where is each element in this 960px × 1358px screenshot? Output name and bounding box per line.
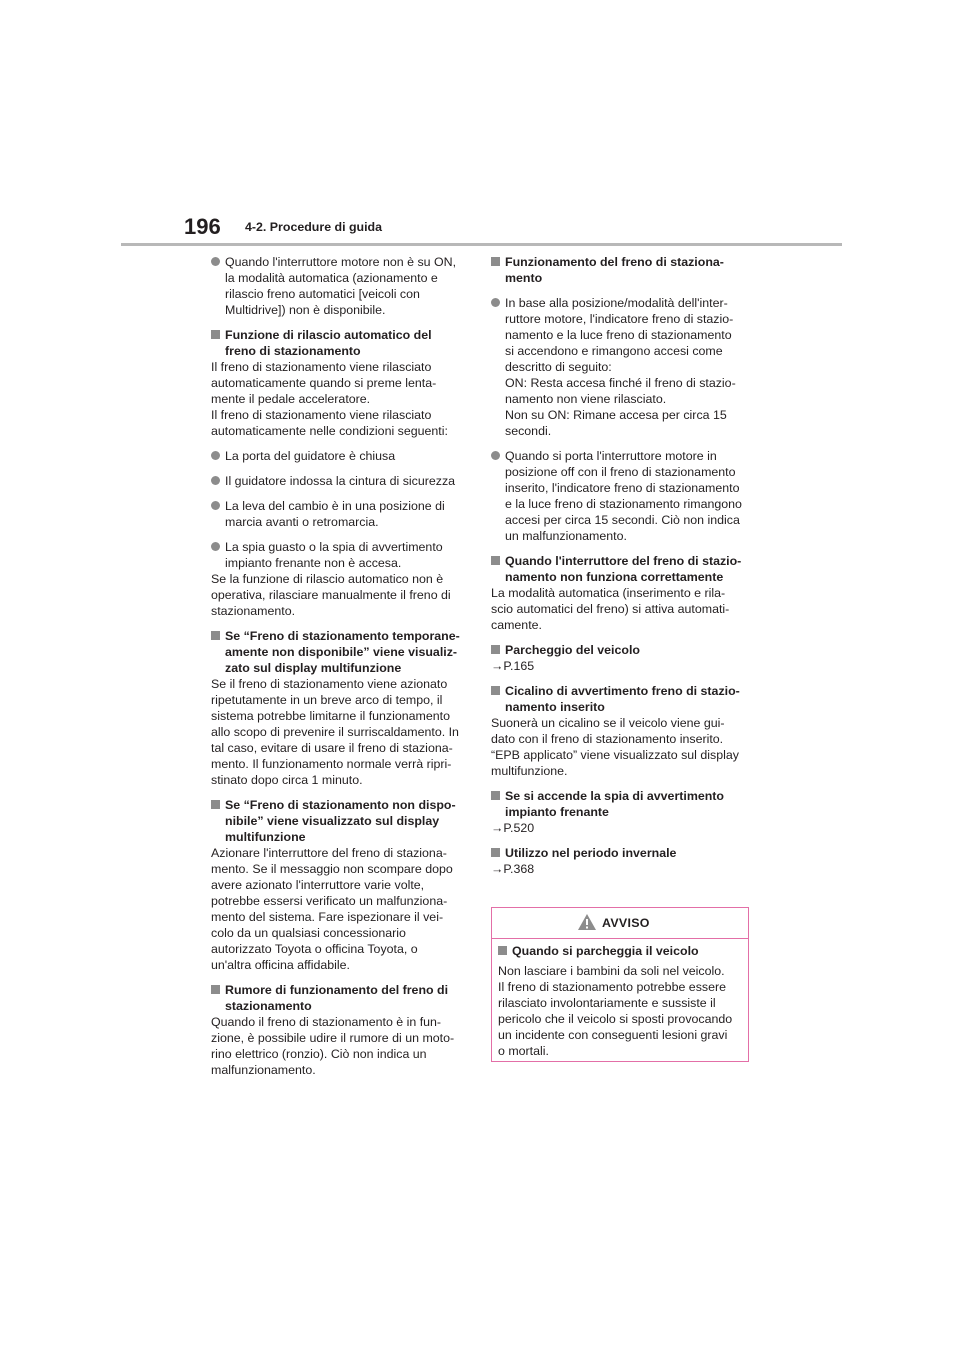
- bullet-icon: [211, 476, 220, 485]
- text-line: zione, è possibile udire il rumore di un moto-: [211, 1031, 455, 1045]
- text-line: operativa, rilasciare manualmente il freno di: [211, 588, 451, 602]
- bullet-item: [211, 254, 463, 318]
- section-title: 4-2. Procedure di guida: [245, 220, 383, 234]
- square-bullet-icon: [491, 257, 500, 266]
- page-reference[interactable]: [491, 861, 743, 877]
- text-line: Il guidatore indossa la cintura di sicurezza: [225, 474, 456, 488]
- text-line: Se la funzione di rilascio automatico non è: [211, 572, 444, 586]
- square-bullet-icon: [491, 645, 500, 654]
- text-line: potrebbe essersi verificato un malfunziona-: [211, 894, 448, 908]
- paragraph: [211, 845, 463, 973]
- warning-heading: [498, 943, 742, 959]
- text-line: Quando il freno di stazionamento è in fun-: [211, 1015, 442, 1029]
- reference-link[interactable]: →P.368: [491, 862, 535, 876]
- text-line: Non su ON: Rimane accesa per circa 15: [505, 408, 727, 422]
- bullet-icon: [211, 257, 220, 266]
- warning-triangle-icon: [577, 913, 597, 931]
- text-line: Il freno di stazionamento viene rilasciato: [211, 408, 432, 422]
- text-line: stinato dopo circa 1 minuto.: [211, 773, 363, 787]
- text-line: mento. Se il messaggio non scompare dopo: [211, 862, 453, 876]
- text-line: Quando l'interruttore del freno di stazio-: [505, 554, 742, 568]
- text-line: sistema potrebbe limitarne il funzionamento: [211, 709, 450, 723]
- text-line: Azionare l'interruttore del freno di staziona-: [211, 846, 447, 860]
- square-bullet-icon: [491, 556, 500, 565]
- section-heading: [491, 683, 743, 715]
- section-heading: [211, 982, 463, 1014]
- text-line: automaticamente nelle condizioni seguenti:: [211, 424, 448, 438]
- text-line: la modalità automatica (azionamento e: [225, 271, 438, 285]
- square-bullet-icon: [211, 330, 220, 339]
- text-line: Cicalino di avvertimento freno di stazio-: [505, 684, 740, 698]
- text-line: La porta del guidatore è chiusa: [225, 449, 396, 463]
- text-line: Il freno di stazionamento potrebbe essere: [498, 980, 726, 994]
- text-line: Se “Freno di stazionamento temporane-: [225, 629, 460, 643]
- text-line: accesi per circa 15 secondi. Ciò non indica: [505, 513, 740, 527]
- text-line: multifunzione.: [491, 764, 568, 778]
- square-bullet-icon: [491, 791, 500, 800]
- section-heading: [491, 642, 743, 658]
- section-heading: [491, 788, 743, 820]
- text-line: stazionamento: [225, 999, 312, 1013]
- section-heading: [211, 327, 463, 359]
- bullet-item: [211, 498, 463, 530]
- bullet-icon: [211, 451, 220, 460]
- text-line: impianto frenante: [505, 805, 609, 819]
- text-line: rilascio freno automatici [veicoli con: [225, 287, 420, 301]
- text-line: posizione off con il freno di stazionamento: [505, 465, 736, 479]
- paragraph: [211, 676, 463, 788]
- paragraph: [211, 359, 463, 439]
- text-line: un malfunzionamento.: [505, 529, 627, 543]
- text-line: Non lasciare i bambini da soli nel veicolo.: [498, 964, 725, 978]
- text-line: o mortali.: [498, 1044, 549, 1058]
- text-line: rilasciato involontariamente e sussiste il: [498, 996, 716, 1010]
- text-line: allo scopo di prevenire il surriscaldamento. In: [211, 725, 459, 739]
- reference-link[interactable]: →P.165: [491, 659, 535, 673]
- warning-body: [492, 939, 748, 1059]
- text-line: ripetutamente in un breve arco di tempo, il: [211, 693, 443, 707]
- page-reference[interactable]: [491, 820, 743, 836]
- text-line: namento e la luce freno di stazionamento: [505, 328, 732, 342]
- text-line: Multidrive]) non è disponibile.: [225, 303, 386, 317]
- text-line: La spia guasto o la spia di avvertimento: [225, 540, 443, 554]
- text-line: mento: [505, 271, 543, 285]
- text-line: La modalità automatica (inserimento e rila-: [491, 586, 726, 600]
- bullet-icon: [491, 451, 500, 460]
- text-line: namento non funziona correttamente: [505, 570, 724, 584]
- text-line: namento non viene rilasciato.: [505, 392, 667, 406]
- text-line: Quando l'interruttore motore non è su ON,: [225, 255, 457, 269]
- text-line: descritto di seguito:: [505, 360, 612, 374]
- text-line: secondi.: [505, 424, 552, 438]
- square-bullet-icon: [211, 985, 220, 994]
- text-line: marcia avanti o retromarcia.: [225, 515, 379, 529]
- square-bullet-icon: [491, 686, 500, 695]
- text-line: un'altra officina affidabile.: [211, 958, 350, 972]
- square-bullet-icon: [498, 946, 507, 955]
- text-line: scio automatici del freno) si attiva automati-: [491, 602, 730, 616]
- bullet-icon: [211, 501, 220, 510]
- text-line: ruttore motore, l'indicatore freno di stazio-: [505, 312, 734, 326]
- text-line: Parcheggio del veicolo: [505, 643, 640, 657]
- warning-title: AVVISO: [602, 916, 650, 930]
- reference-link[interactable]: →P.520: [491, 821, 535, 835]
- text-line: “EPB applicato” viene visualizzato sul display: [491, 748, 739, 762]
- bullet-item: [491, 295, 743, 439]
- text-line: tal caso, evitare di usare il freno di staziona-: [211, 741, 453, 755]
- text-line: stazionamento.: [211, 604, 296, 618]
- text-line: automaticamente quando si preme lenta-: [211, 376, 437, 390]
- text-line: impianto frenante non è accesa.: [225, 556, 402, 570]
- paragraph: [491, 715, 743, 779]
- text-line: Rumore di funzionamento del freno di: [225, 983, 449, 997]
- text-line: multifunzione: [225, 830, 306, 844]
- text-line: La leva del cambio è in una posizione di: [225, 499, 445, 513]
- text-line: malfunzionamento.: [211, 1063, 316, 1077]
- text-line: mente il pedale acceleratore.: [211, 392, 371, 406]
- text-line: Suonerà un cicalino se il veicolo viene gui-: [491, 716, 725, 730]
- text-line: avere azionato l'interruttore varie volte,: [211, 878, 425, 892]
- section-heading: [491, 254, 743, 286]
- text-line: pericolo che il veicolo si sposti provocando: [498, 1012, 733, 1026]
- left-column: [211, 254, 463, 1087]
- text-line: nibile” viene visualizzato sul display: [225, 814, 440, 828]
- text-line: colo da un qualsiasi concessionario: [211, 926, 406, 940]
- page-number: 196: [184, 214, 221, 239]
- bullet-item: [211, 448, 463, 464]
- text-line: un incidente con conseguenti lesioni gravi: [498, 1028, 728, 1042]
- text-line: zato sul display multifunzione: [225, 661, 402, 675]
- paragraph: [211, 1014, 463, 1078]
- section-heading: [491, 845, 743, 861]
- section-heading: [211, 628, 463, 676]
- text-line: ON: Resta accesa finché il freno di stazio-: [505, 376, 736, 390]
- text-line: Funzionamento del freno di staziona-: [505, 255, 724, 269]
- text-line: inserito, l'indicatore freno di stazionamento: [505, 481, 740, 495]
- text-line: mento del sistema. Fare ispezionare il vei-: [211, 910, 444, 924]
- square-bullet-icon: [211, 800, 220, 809]
- bullet-icon: [491, 298, 500, 307]
- page-reference[interactable]: [491, 658, 743, 674]
- right-column: [491, 254, 743, 886]
- text-line: Se “Freno di stazionamento non dispo-: [225, 798, 456, 812]
- text-line: Utilizzo nel periodo invernale: [505, 846, 677, 860]
- header-rule: [121, 243, 842, 246]
- text-line: freno di stazionamento: [225, 344, 361, 358]
- square-bullet-icon: [491, 848, 500, 857]
- paragraph: [491, 585, 743, 633]
- text-line: dato con il freno di stazionamento inserito.: [491, 732, 724, 746]
- text-line: Il freno di stazionamento viene rilasciato: [211, 360, 432, 374]
- text-line: autorizzato Toyota o officina Toyota, o: [211, 942, 418, 956]
- text-line: Se il freno di stazionamento viene azionato: [211, 677, 448, 691]
- warning-text: [498, 963, 742, 1059]
- text-line: Se si accende la spia di avvertimento: [505, 789, 725, 803]
- text-line: camente.: [491, 618, 542, 632]
- section-heading: [491, 553, 743, 585]
- bullet-item: [211, 539, 463, 571]
- warning-header: [492, 908, 748, 939]
- text-line: mento. Il funzionamento normale verrà ripri-: [211, 757, 452, 771]
- bullet-item: [211, 473, 463, 489]
- bullet-icon: [211, 542, 220, 551]
- warning-box: [491, 907, 749, 1062]
- text-line: In base alla posizione/modalità dell'inter-: [505, 296, 728, 310]
- paragraph: [211, 571, 463, 619]
- section-heading: [211, 797, 463, 845]
- text-line: e la luce freno di stazionamento rimangono: [505, 497, 742, 511]
- text-line: amente non disponibile” viene visualiz-: [225, 645, 458, 659]
- text-line: si accendono e rimangono accesi come: [505, 344, 723, 358]
- text-line: rino elettrico (ronzio). Ciò non indica un: [211, 1047, 427, 1061]
- text-line: Quando si porta l'interruttore motore in: [505, 449, 717, 463]
- text-line: Quando si parcheggia il veicolo: [512, 944, 699, 958]
- bullet-item: [491, 448, 743, 544]
- text-line: namento inserito: [505, 700, 605, 714]
- text-line: Funzione di rilascio automatico del: [225, 328, 432, 342]
- square-bullet-icon: [211, 631, 220, 640]
